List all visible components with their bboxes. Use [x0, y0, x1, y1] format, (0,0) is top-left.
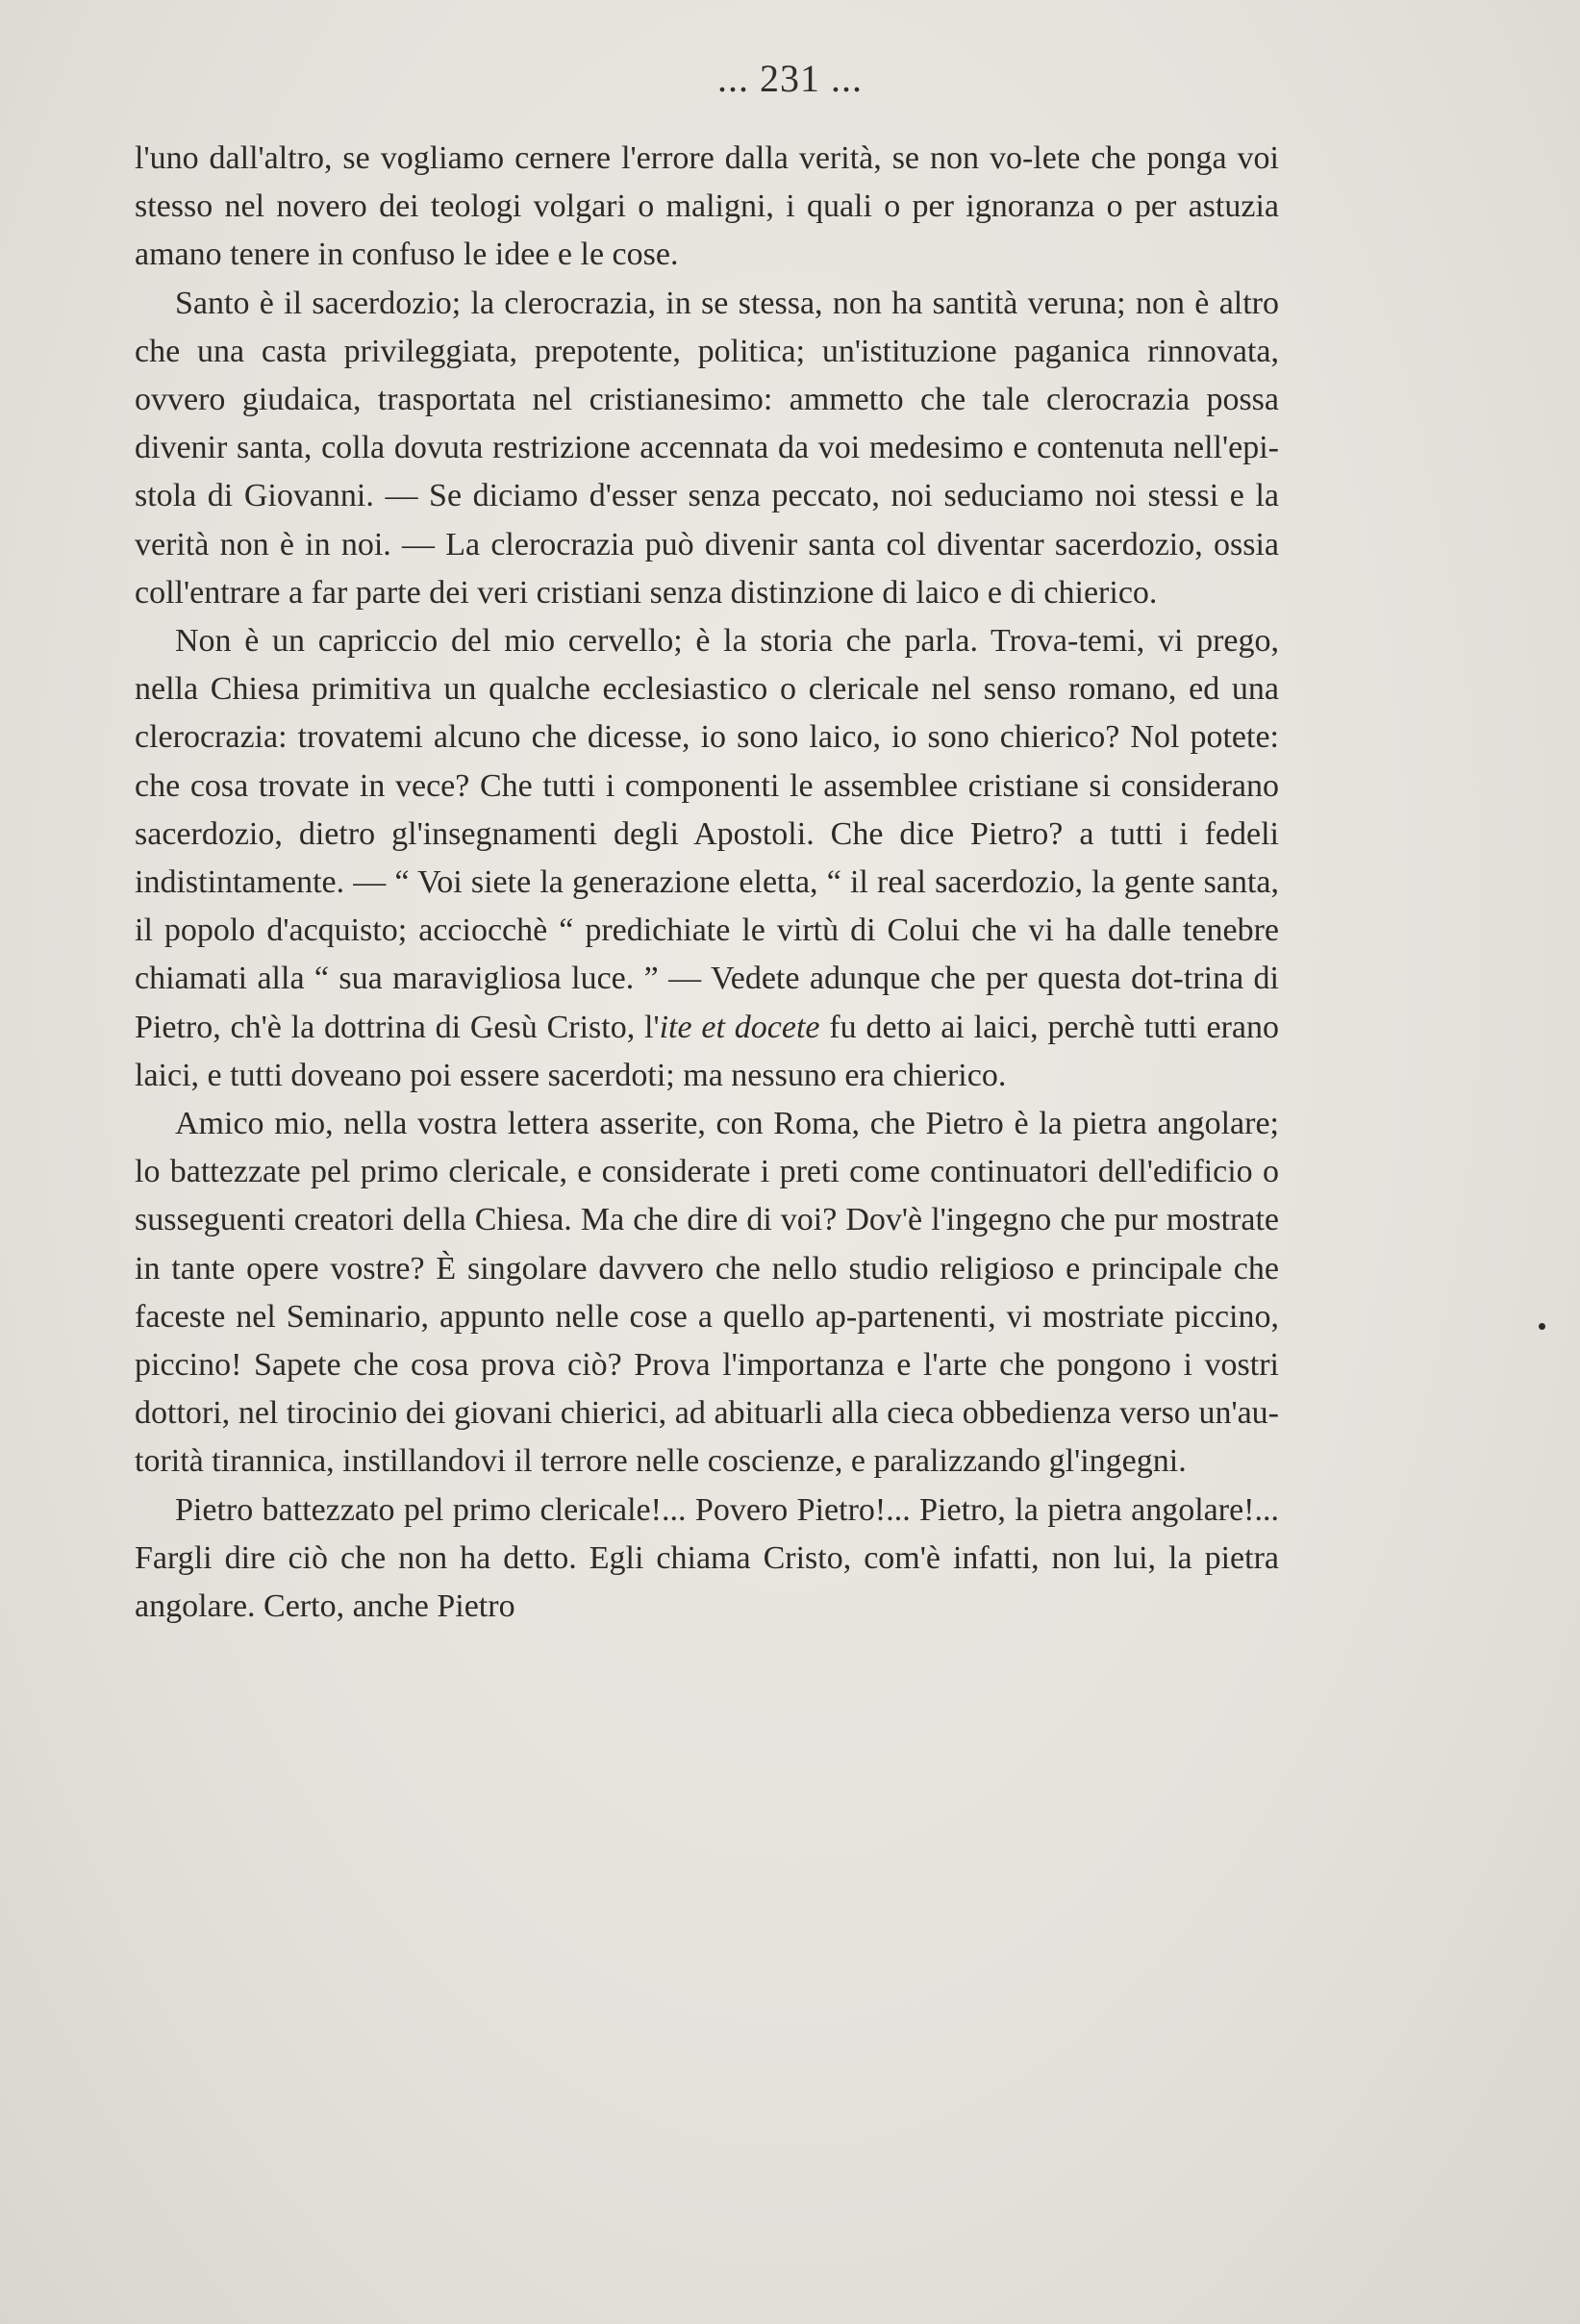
- ink-speck: [1539, 1323, 1545, 1330]
- paragraph-1: l'uno dall'altro, se vogliamo cernere l'errore dalla verità, se non vo-lete che ponga voi stesso nel novero dei teologi volgari o maligni, i quali o per ignoranza o per astuzia amano tenere in confuso le idee e le cose.: [135, 140, 1279, 273]
- paragraph-3-text-after: fu detto ai laici, perchè tutti erano laici, e tutti doveano poi essere sacerdoti; ma nessuno era chierico.: [135, 1009, 1279, 1093]
- paragraph-5: Pietro battezzato pel primo clericale!... Povero Pietro!... Pietro, la pietra angolare!... Fargli dire ciò che non ha detto. Egli chiama Cristo, com'è infatti, non lui, la pietra angolare. Certo, anche Pietro: [135, 1491, 1279, 1625]
- italic-phrase: ite et docete: [659, 1009, 820, 1045]
- body-text: [135, 135, 1279, 1631]
- paragraph-4: Amico mio, nella vostra lettera asserite, con Roma, che Pietro è la pietra angolare; lo battezzate pel primo clericale, e considerate i preti come continuatori dell'edificio o susseguenti creatori della Chiesa. Ma che dire di voi? Dov'è l'ingegno che pur mostrate in tante opere vostre? È singolare davvero che nello studio religioso e principale che faceste nel Seminario, appunto nelle cose a quello ap-partenenti, vi mostriate piccino, piccino! Sapete che cosa prova ciò? Prova l'importanza e l'arte che pongono i vostri dottori, nel tirocinio dei giovani chierici, ad abituarli alla cieca obbedienza verso un'au-torità tirannica, instillandovi il terrore nelle coscienze, e paralizzando gl'ingegni.: [135, 1106, 1279, 1480]
- paragraph-3: [135, 617, 1279, 1100]
- page-number: ... 231 ...: [717, 57, 863, 100]
- paragraph-3-text-before: Non è un capriccio del mio cervello; è la storia che parla. Trova-temi, vi prego, nella Chiesa primitiva un qualche ecclesiastico o clericale nel senso romano, ed una clerocrazia: trovatemi alcuno che dicesse, io sono laico, io sono chierico? Nol potete: che cosa trovate in vece? Che tutti i componenti le assemblee cristiane si considerano sacerdozio, dietro gl'insegnamenti degli Apostoli. Che dice Pietro? a tutti i fedeli indistintamente. — “ Voi siete la generazione eletta, “ il real sacerdozio, la gente santa, il popolo d'acquisto; acciocchè “ predichiate le virtù di Colui che vi ha dalle tenebre chiamati alla “ sua maravigliosa luce. ” — Vedete adunque che per questa dot-trina di Pietro, ch'è la dottrina di Gesù Cristo, l': [135, 623, 1279, 1045]
- paragraph-2: Santo è il sacerdozio; la clerocrazia, in se stessa, non ha santità veruna; non è altro che una casta privileggiata, prepotente, politica; un'istituzione paganica rinnovata, ovvero giudaica, trasportata nel cristianesimo: ammetto che tale clerocrazia possa divenir santa, colla dovuta restrizione accennata da voi medesimo e contenuta nell'epi-stola di Giovanni. — Se diciamo d'esser senza peccato, noi seduciamo noi stessi e la verità non è in noi. — La clerocrazia può divenir santa col diventar sacerdozio, ossia coll'entrare a far parte dei veri cristiani senza distinzione di laico e di chierico.: [135, 285, 1279, 611]
